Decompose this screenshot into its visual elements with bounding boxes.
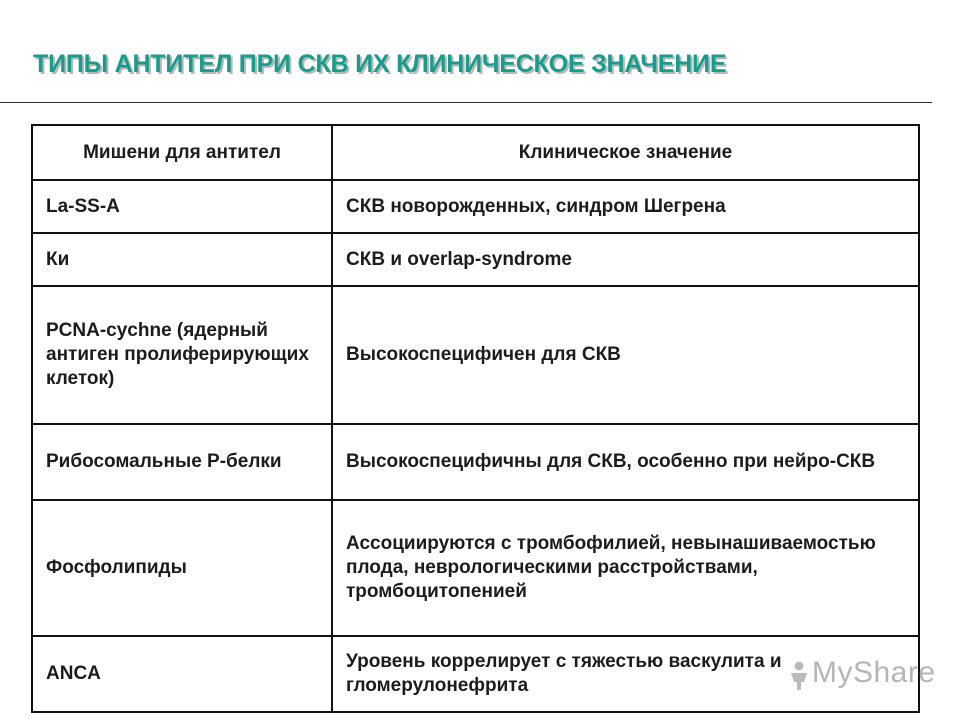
cell-meaning: Высокоспецифичен для СКВ — [332, 286, 919, 424]
cell-meaning: Высокоспецифичны для СКВ, особенно при нейро-СКВ — [332, 424, 919, 500]
cell-target: Рибосомальные Р-белки — [32, 424, 332, 500]
table-row — [32, 636, 919, 712]
slide-title: ТИПЫ АНТИТЕЛ ПРИ СКВ ИХ КЛИНИЧЕСКОЕ ЗНАЧЕНИЕ — [33, 50, 727, 78]
cell-meaning: Уровень коррелирует с тяжестью васкулита и гломерулонефрита — [332, 636, 919, 712]
cell-target: Фосфолипиды — [32, 500, 332, 636]
watermark-text: MyShare — [812, 656, 936, 689]
table-row — [32, 286, 919, 424]
cell-target: ANCA — [32, 636, 332, 712]
cell-target: PCNA-cychne (ядерный антиген пролиферирующих клеток) — [32, 286, 332, 424]
antibody-table — [31, 124, 920, 713]
table-header-row — [32, 125, 919, 180]
header-target: Мишени для антител — [32, 125, 332, 180]
cell-target: La-SS-A — [32, 180, 332, 233]
table-row — [32, 424, 919, 500]
cell-meaning: СКВ новорожденных, синдром Шегрена — [332, 180, 919, 233]
title-divider — [0, 102, 932, 103]
header-meaning: Клиническое значение — [332, 125, 919, 180]
cell-meaning: Ассоциируются с тромбофилией, невынашиваемостью плода, неврологическими расстройствами, тромбоцитопенией — [332, 500, 919, 636]
table-row — [32, 233, 919, 286]
table-row — [32, 180, 919, 233]
cell-meaning: СКВ и overlap-syndrome — [332, 233, 919, 286]
cell-target: Ки — [32, 233, 332, 286]
table-row — [32, 500, 919, 636]
